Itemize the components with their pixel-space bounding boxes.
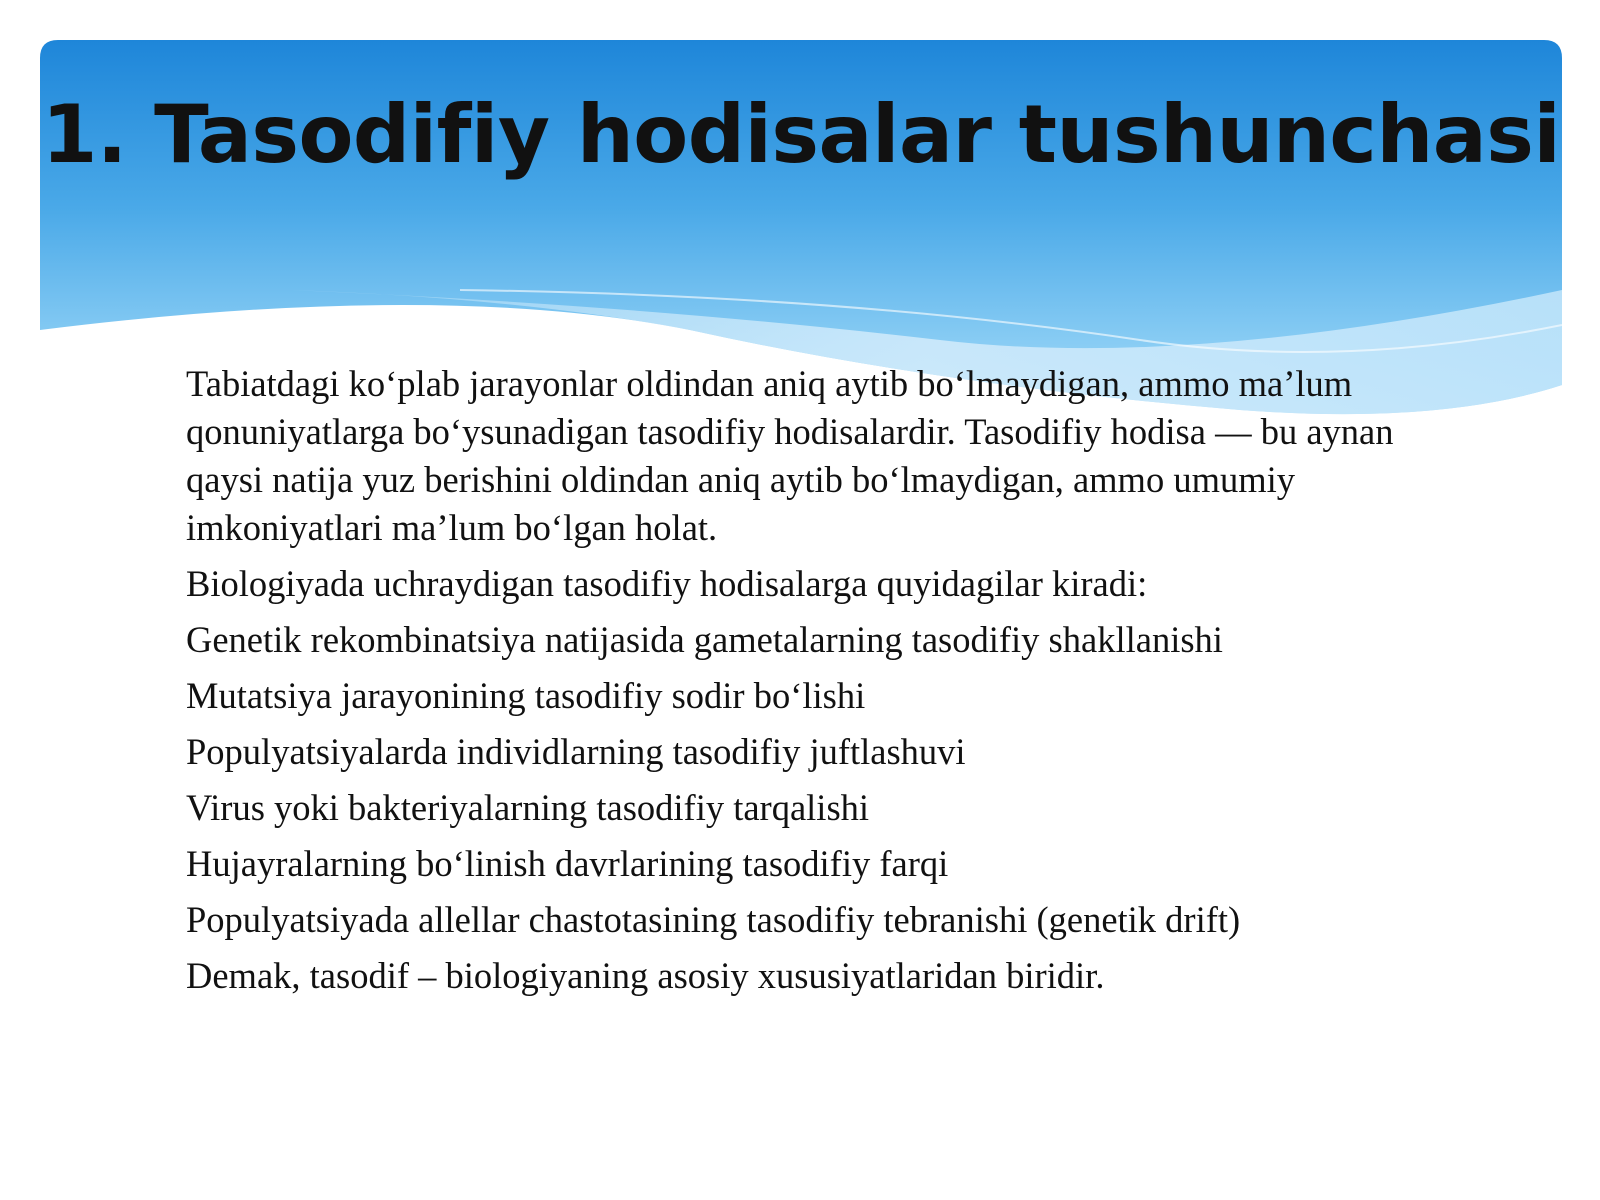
list-item: Genetik rekombinatsiya natijasida gametalarning tasodifiy shakllanishi — [186, 619, 1223, 660]
intro-paragraph: Tabiatdagi ko‘plab jarayonlar oldindan aniq aytib bo‘lmaydigan, ammo ma’lum qonuniyatlarga bo‘ysunadigan tasodifiy hodisalardir. Tasodifiy hodisa — bu aynan qaysi natija yuz berishini oldindan aniq aytib bo‘lmaydigan, ammo umumiy imkoniyatlari ma’lum bo‘lgan holat. — [186, 363, 1394, 548]
list-item: Hujayralarning bo‘linish davrlarining tasodifiy farqi — [186, 843, 949, 884]
list-item: Populyatsiyada allellar chastotasining tasodifiy tebranishi (genetik drift) — [186, 899, 1241, 940]
list-item: Populyatsiyalarda individlarning tasodifiy juftlashuvi — [186, 731, 966, 772]
list-item: Mutatsiya jarayonining tasodifiy sodir bo‘lishi — [186, 675, 866, 716]
conclusion: Demak, tasodif – biologiyaning asosiy xususiyatlaridan biridir. — [186, 955, 1105, 996]
slide-body — [186, 360, 1456, 1008]
list-item: Virus yoki bakteriyalarning tasodifiy tarqalishi — [186, 787, 870, 828]
slide-title: 1. Tasodifiy hodisalar tushunchasi — [41, 88, 1561, 181]
list-lead: Biologiyada uchraydigan tasodifiy hodisalarga quyidagilar kiradi: — [186, 563, 1148, 604]
